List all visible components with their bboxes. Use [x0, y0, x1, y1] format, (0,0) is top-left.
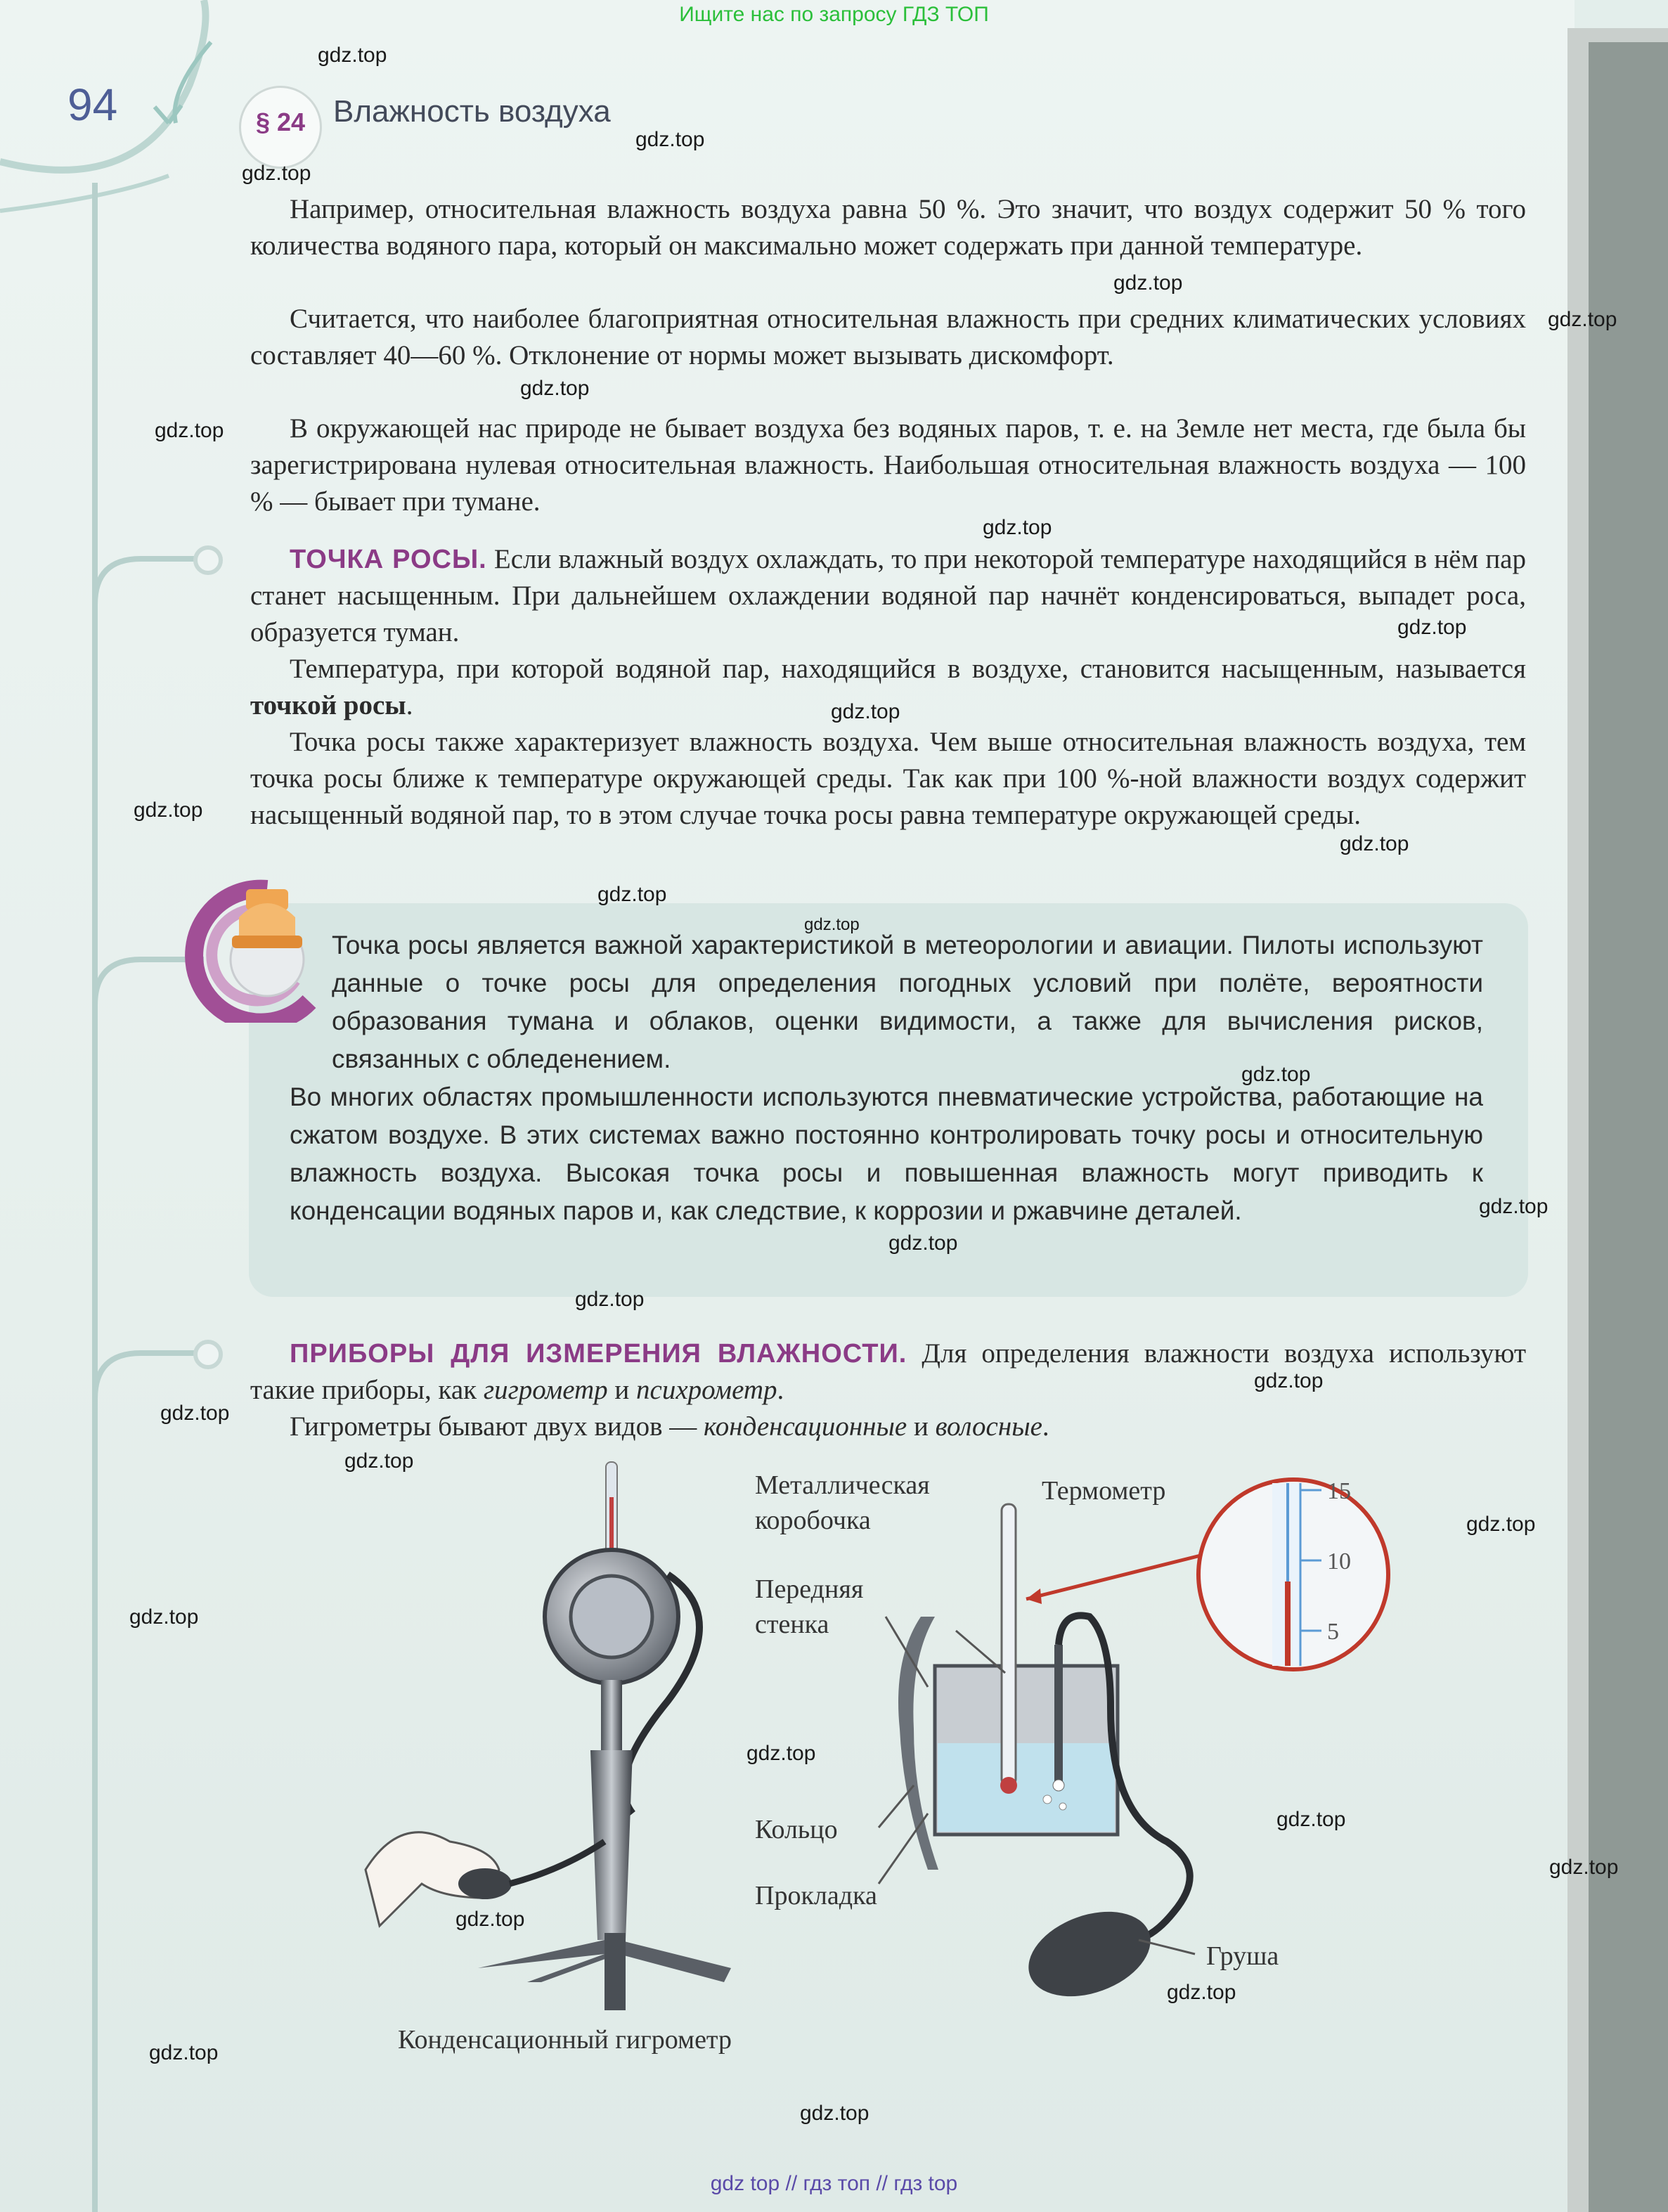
paragraph-text: Гигрометры бывают двух видов — [290, 1411, 704, 1442]
paragraph-text: Для определения влажности воздуха используют такие приборы, как [250, 1338, 1526, 1405]
watermark[interactable]: gdz.top [242, 162, 311, 185]
term-condensation: конденсационные [704, 1411, 907, 1442]
scale-label: 5 [1327, 1619, 1339, 1645]
watermark[interactable]: gdz.top [635, 128, 705, 151]
term-psychrometer: психрометр [636, 1375, 777, 1405]
subheading-devices: ПРИБОРЫ ДЛЯ ИЗМЕРЕНИЯ ВЛАЖНОСТИ. [290, 1339, 907, 1369]
label-front-wall: Передняя стенка [755, 1574, 864, 1639]
scale-label: 10 [1327, 1548, 1351, 1574]
watermark[interactable]: gdz.top [318, 44, 387, 67]
paragraph-text: и [907, 1411, 936, 1442]
paragraph-dew-point [250, 541, 1526, 651]
watermark[interactable]: gdz.top [1549, 1856, 1619, 1879]
watermark[interactable]: gdz.top [1254, 1369, 1324, 1392]
watermark[interactable]: gdz.top [1479, 1195, 1549, 1218]
paragraph-text: и [607, 1375, 637, 1405]
timeline-marker [193, 545, 223, 575]
page-number: 94 [67, 79, 118, 130]
paragraph-text: . [1042, 1411, 1049, 1442]
watermark[interactable]: gdz.top [160, 1402, 230, 1425]
paragraph-text: Если влажный воздух охлаждать, то при некоторой температуре находящийся в нём пар станет насыщенным. При дальнейшем охлаждении водяной пар начнёт конденсироваться, выпадет роса, образуется туман. [250, 544, 1526, 647]
term-hair: волосные [935, 1411, 1042, 1442]
watermark[interactable]: gdz.top [1340, 832, 1409, 855]
watermark[interactable]: gdz.top [1167, 1981, 1236, 2004]
paragraph-devices [250, 1335, 1526, 1409]
paragraph-text: . [406, 690, 413, 720]
paragraph: Например, относительная влажность воздуха равна 50 %. Это значит, что воздух содержит 50 % того количества водяного пара, который он максимально может содержать при данной температуре. [250, 194, 1526, 261]
watermark[interactable]: gdz.top [134, 798, 203, 822]
label-thermometer: Термометр [1042, 1476, 1166, 1506]
watermark[interactable]: gdz.top [1113, 271, 1183, 295]
paragraph-text: Температура, при которой водяной пар, находящийся в воздухе, становится насыщенным, называется [290, 654, 1526, 684]
hygrometer-stand-illustration [337, 1448, 773, 2010]
watermark[interactable]: gdz.top [1466, 1513, 1536, 1536]
term-dew-point: точкой росы [250, 690, 406, 720]
watermark[interactable]: gdz.top [831, 700, 900, 723]
scale-label: 15 [1327, 1478, 1351, 1504]
watermark[interactable]: gdz.top [804, 915, 860, 934]
top-banner[interactable]: Ищите нас по запросу ГДЗ ТОП [679, 3, 989, 26]
watermark[interactable]: gdz.top [888, 1231, 958, 1255]
bottom-banner[interactable]: gdz top // гдз топ // гдз top [710, 2172, 958, 2195]
label-bulb: Груша [1206, 1941, 1279, 1971]
info-paragraph: Точка росы является важной характеристикой в метеорологии и авиации. Пилоты используют данные о точке росы для определения погодных условий при полёте, вероятности образования тумана и облаков, оценки видимости, а также для вычисления рисков, связанных с обледенением. [332, 931, 1483, 1073]
watermark[interactable]: gdz.top [1548, 308, 1617, 331]
paragraph: Точка росы также характеризует влажность воздуха. Чем выше относительная влажность воздуха, тем точка росы ближе к температуре окружающей среды. Так как при 100 %-ной влажности воздух содержит насыщенный водяной пар, то в этом случае точка росы равна температуре окружающей среды. [250, 727, 1526, 830]
paragraph: Считается, что наиболее благоприятная относительная влажность при средних климатических условиях составляет 40—60 %. Отклонение от нормы может вызывать дискомфорт. [250, 304, 1526, 370]
section-badge [239, 86, 322, 169]
paragraph-types [250, 1409, 1526, 1445]
watermark[interactable]: gdz.top [1276, 1808, 1346, 1831]
watermark[interactable]: gdz.top [520, 377, 590, 400]
watermark[interactable]: gdz.top [1397, 616, 1467, 639]
figure-caption: Конденсационный гигрометр [398, 2025, 732, 2055]
info-paragraph: Во многих областях промышленности используются пневматические устройства, работающие на сжатом воздухе. В этих системах важно постоянно контролировать точку росы и относительную влажность воздуха. Высокая точка росы и повышенная влажность могут приводить к конденсации водяных паров и, как следствие, к коррозии и ржавчине деталей. [290, 1082, 1483, 1225]
watermark[interactable]: gdz.top [129, 1605, 199, 1629]
watermark[interactable]: gdz.top [983, 516, 1052, 539]
section-number: § 24 [255, 108, 306, 136]
watermark[interactable]: gdz.top [149, 2041, 219, 2064]
info-icon [183, 875, 323, 1023]
watermark[interactable]: gdz.top [344, 1449, 414, 1473]
label-gasket: Прокладка [755, 1881, 877, 1910]
watermark[interactable]: gdz.top [455, 1908, 525, 1931]
book-edge-dark [1589, 42, 1668, 2212]
paragraph: В окружающей нас природе не бывает воздуха без водяных паров, т. е. на Земле нет места, где была бы зарегистрирована нулевая относительная влажность. Наибольшая относительная влажность воздуха — 100 % — бывает при тумане. [250, 413, 1526, 517]
watermark[interactable]: gdz.top [575, 1288, 645, 1311]
label-ring: Кольцо [755, 1815, 838, 1844]
watermark[interactable]: gdz.top [746, 1742, 816, 1765]
subheading-dew-point: ТОЧКА РОСЫ. [290, 545, 487, 574]
watermark[interactable]: gdz.top [155, 419, 224, 442]
timeline-marker [193, 1340, 223, 1369]
watermark[interactable]: gdz.top [597, 883, 667, 906]
section-title: Влажность воздуха [333, 94, 611, 129]
watermark[interactable]: gdz.top [1241, 1063, 1311, 1086]
paragraph-text: . [777, 1375, 784, 1405]
watermark[interactable]: gdz.top [800, 2102, 869, 2125]
term-hygrometer: гигрометр [483, 1375, 608, 1405]
label-metal-box: Металлическая коробочка [755, 1470, 930, 1535]
